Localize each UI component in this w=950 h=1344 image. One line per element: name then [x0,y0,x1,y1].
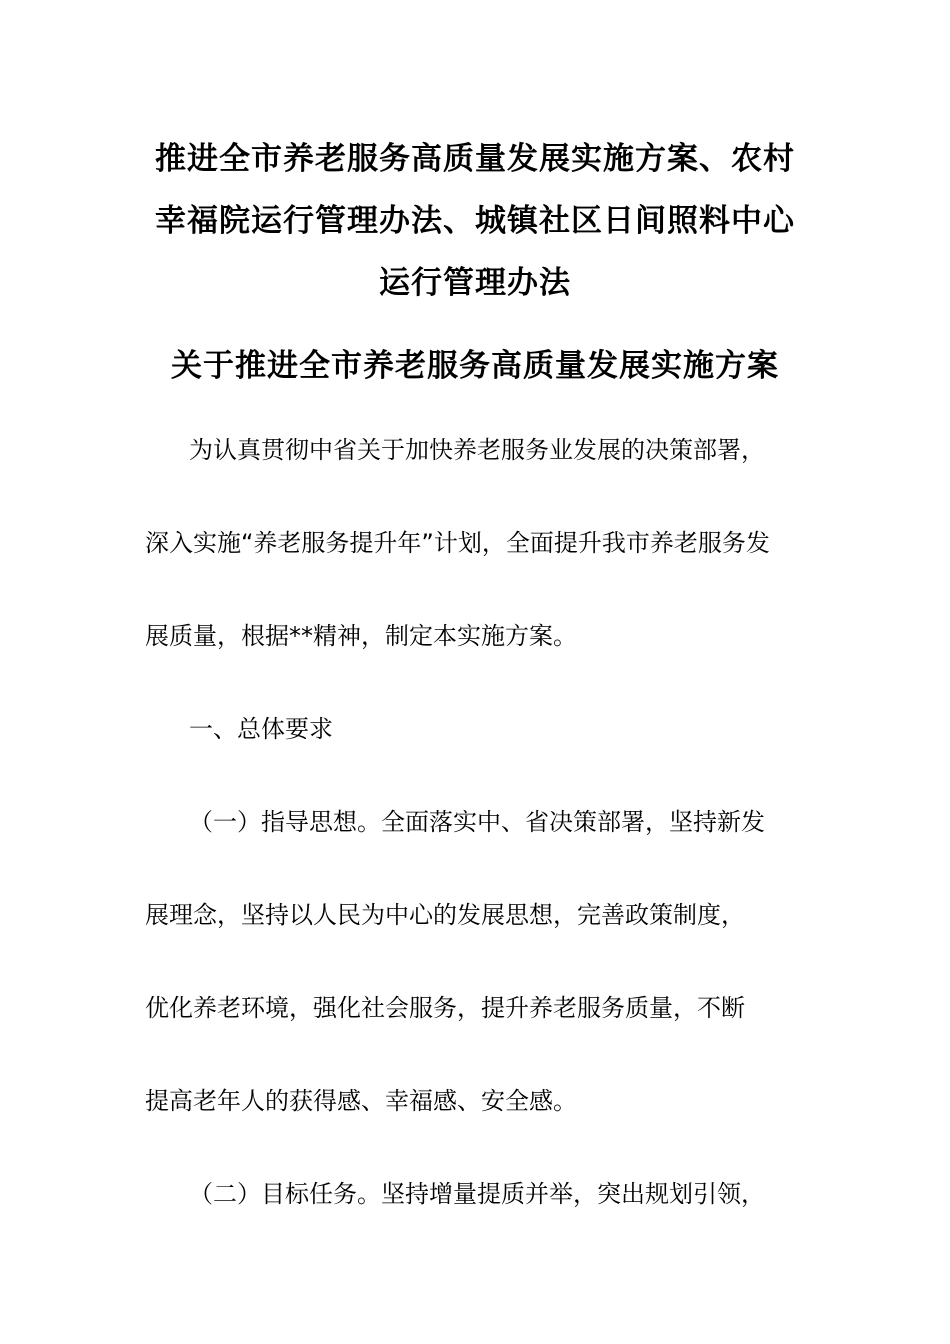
paragraph-line: （二）目标任务。坚持增量提质并举，突出规划引领， [189,1180,765,1208]
title-line-1: 推进全市养老服务高质量发展实施方案、农村 [155,141,795,177]
paragraph-line: 展质量，根据**精神，制定本实施方案。 [145,622,577,650]
title-line-3: 运行管理办法 [379,265,571,301]
paragraph-line: 提高老年人的获得感、幸福感、安全感。 [145,1087,577,1115]
paragraph-line: 展理念，坚持以人民为中心的发展思想，完善政策制度， [145,901,745,929]
paragraph-line: 深入实施“养老服务提升年”计划，全面提升我市养老服务发 [145,529,770,557]
paragraph-line: （一）指导思想。全面落实中、省决策部署，坚持新发 [189,808,765,836]
paragraph-line: 为认真贯彻中省关于加快养老服务业发展的决策部署， [189,436,765,464]
title-line-2: 幸福院运行管理办法、城镇社区日间照料中心 [155,203,795,239]
section-heading: 一、总体要求 [189,715,333,743]
document-title [120,128,830,314]
paragraph-line: 优化养老环境，强化社会服务，提升养老服务质量，不断 [145,994,745,1022]
document-subtitle: 关于推进全市养老服务高质量发展实施方案 [171,348,779,384]
body-text [145,404,815,1241]
